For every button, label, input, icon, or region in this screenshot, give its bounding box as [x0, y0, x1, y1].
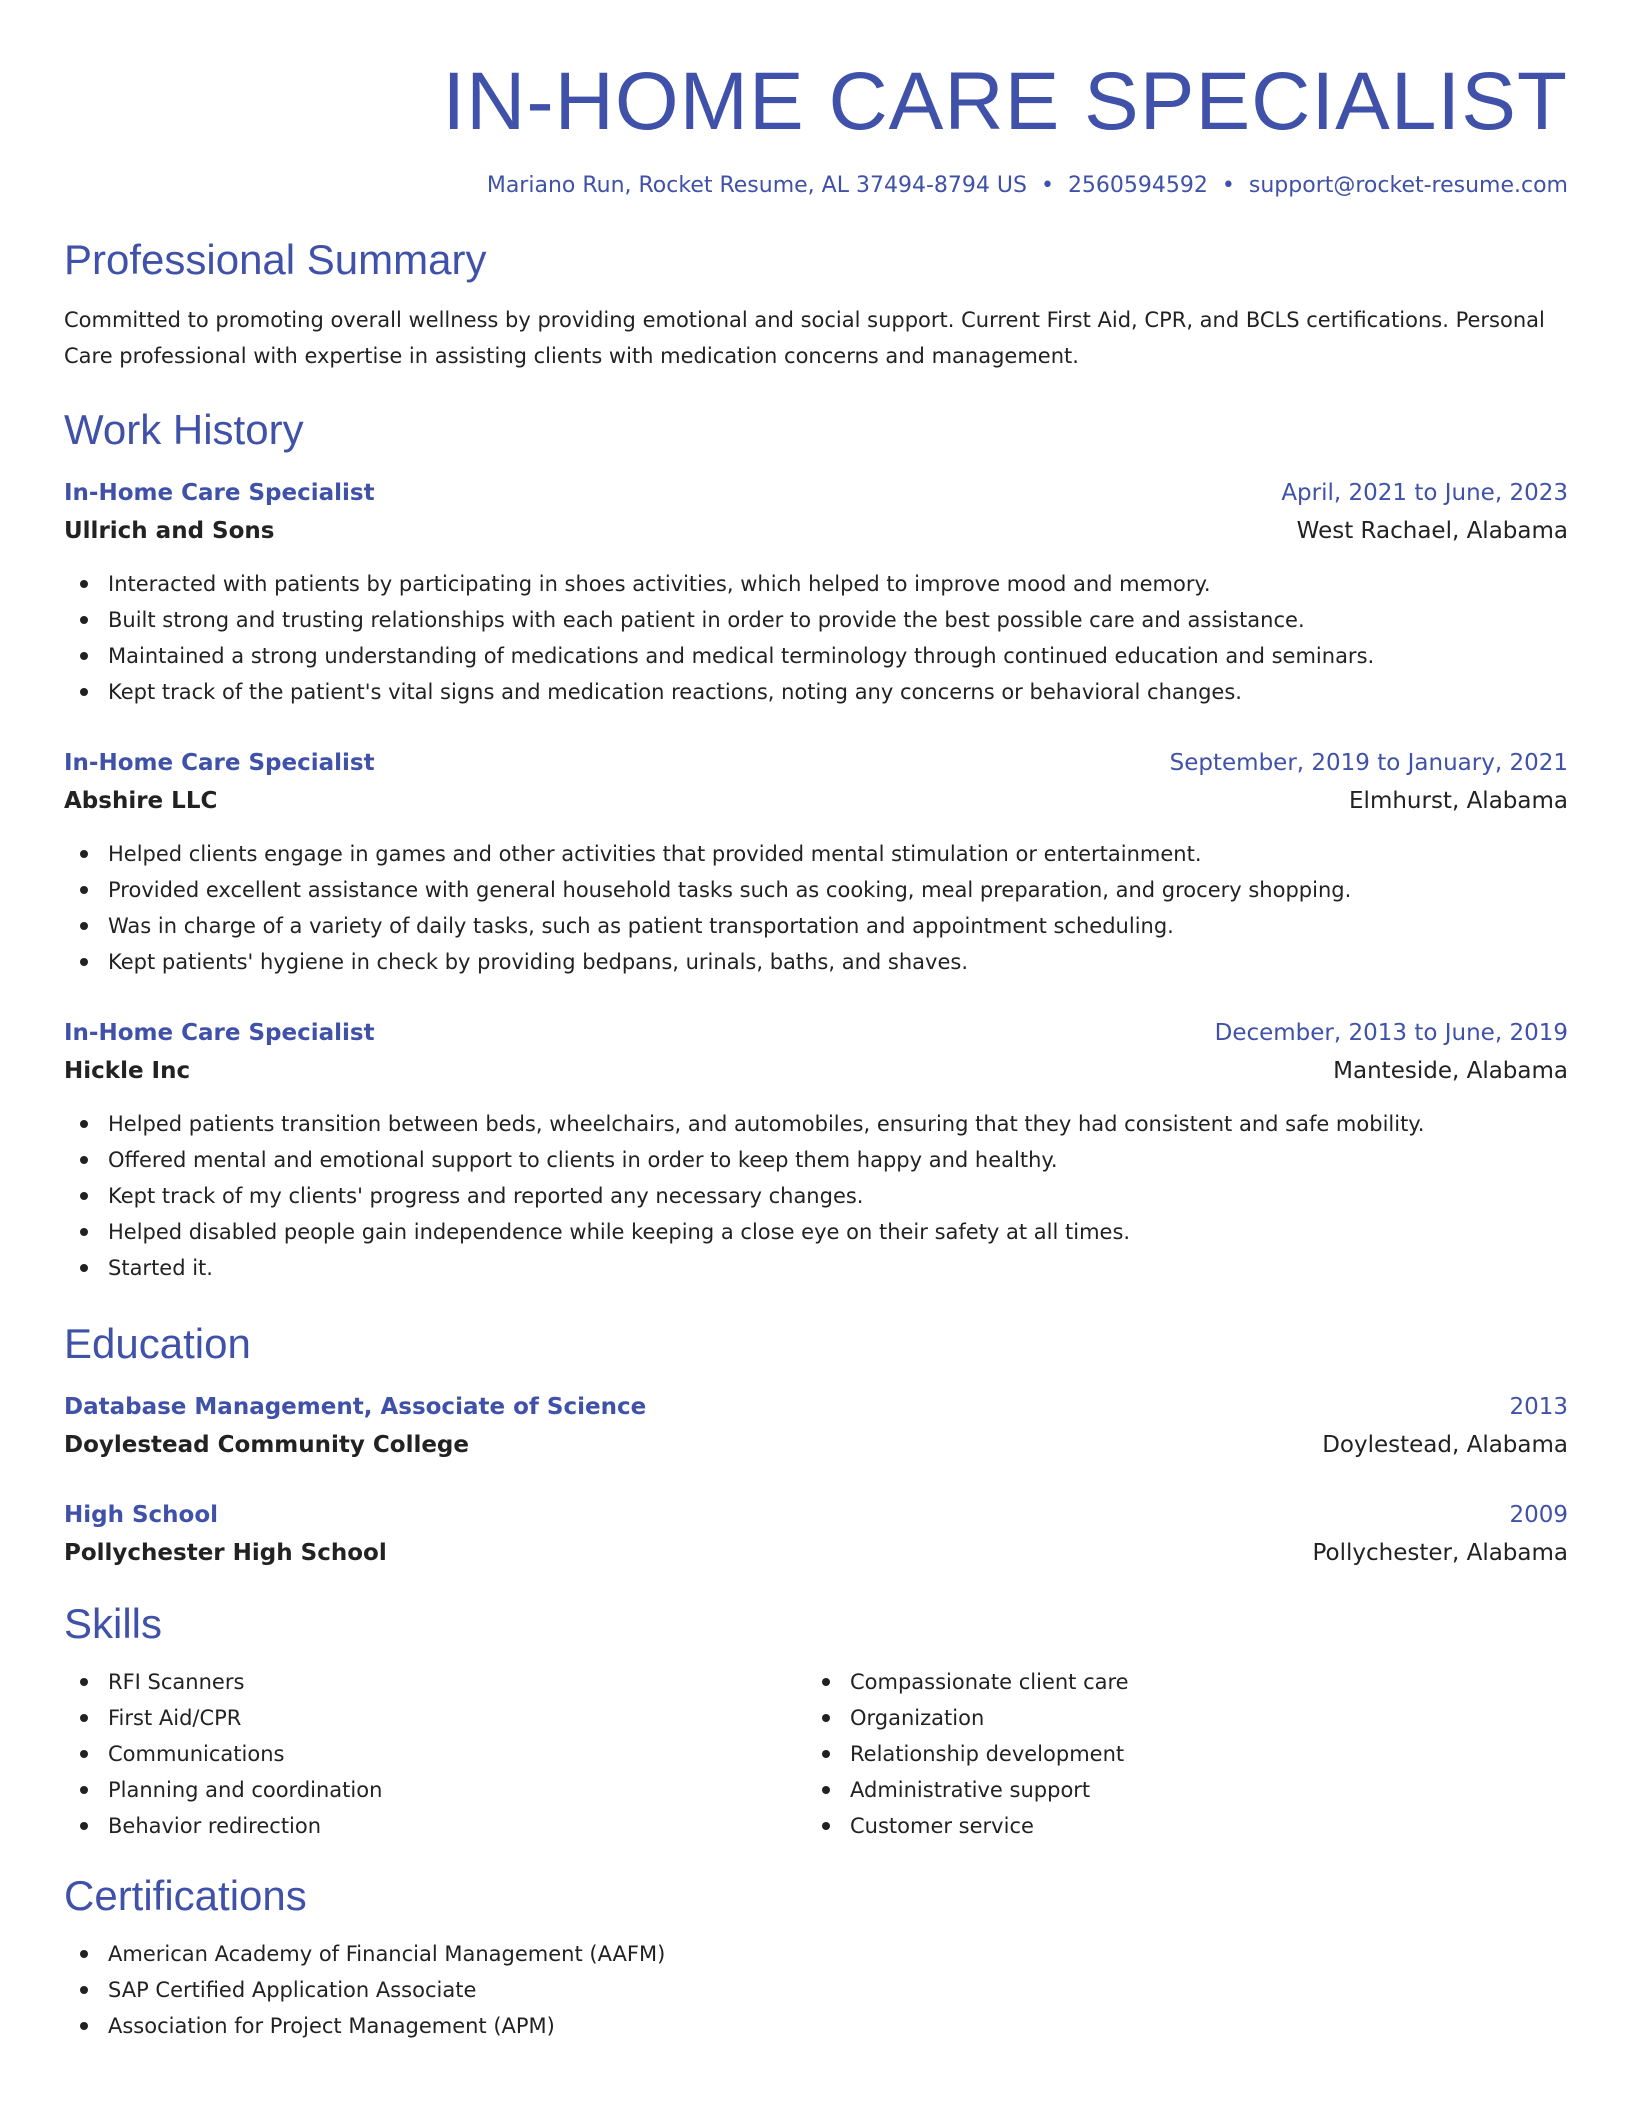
education-year: 2013: [1509, 1394, 1568, 1420]
list-item: Relationship development: [806, 1736, 1548, 1772]
education-location: Doylestead, Alabama: [1322, 1432, 1568, 1458]
list-item: Built strong and trusting relationships with each patient in order to provide the best possible care and assistance.: [64, 602, 1568, 638]
list-item: SAP Certified Application Associate: [64, 1972, 1568, 2008]
list-item: American Academy of Financial Management (AAFM): [64, 1936, 1568, 1972]
skills-list-right: [806, 1664, 1548, 1844]
education-school-row: [64, 1426, 1568, 1464]
list-item: Interacted with patients by participating in shoes activities, which helped to improve mood and memory.: [64, 566, 1568, 602]
education-year: 2009: [1509, 1502, 1568, 1528]
job-dates: December, 2013 to June, 2019: [1214, 1020, 1568, 1046]
list-item: Behavior redirection: [64, 1808, 806, 1844]
summary-text: Committed to promoting overall wellness by providing emotional and social support. Current First Aid, CPR, and BCLS certifications. Personal Care professional with expertise in assisting clients with medication concerns and management.: [64, 308, 1545, 368]
contact-separator: •: [1221, 173, 1235, 198]
certifications-section: [64, 1870, 1568, 2044]
education-school-row: [64, 1534, 1568, 1572]
job-company: Abshire LLC: [64, 788, 218, 814]
job-header-row: [64, 744, 1568, 782]
list-item: Kept track of the patient's vital signs and medication reactions, noting any concerns or behavioral changes.: [64, 674, 1568, 710]
job-company: Ullrich and Sons: [64, 518, 275, 544]
job-company: Hickle Inc: [64, 1058, 191, 1084]
contact-phone: 2560594592: [1067, 173, 1208, 198]
list-item: Planning and coordination: [64, 1772, 806, 1808]
work-history-section: [64, 404, 1568, 1286]
section-title-skills: Skills: [64, 1600, 163, 1647]
job-entry: [64, 744, 1568, 980]
education-degree: High School: [64, 1502, 219, 1528]
job-header-row: [64, 1014, 1568, 1052]
list-item: Kept patients' hygiene in check by providing bedpans, urinals, baths, and shaves.: [64, 944, 1568, 980]
job-bullets: [64, 1106, 1568, 1286]
certifications-list: [64, 1936, 1568, 2044]
job-dates: September, 2019 to January, 2021: [1169, 750, 1568, 776]
job-bullets: [64, 566, 1568, 710]
section-title-work: Work History: [64, 406, 304, 453]
list-item: Organization: [806, 1700, 1548, 1736]
skills-list-left: [64, 1664, 806, 1844]
list-item: Helped clients engage in games and other activities that provided mental stimulation or entertainment.: [64, 836, 1568, 872]
education-header-row: [64, 1388, 1568, 1426]
list-item: Helped patients transition between beds, wheelchairs, and automobiles, ensuring that they had consistent and safe mobility.: [64, 1106, 1568, 1142]
contact-address: Mariano Run, Rocket Resume, AL 37494-8794 US: [486, 173, 1027, 198]
education-degree: Database Management, Associate of Science: [64, 1394, 647, 1420]
job-entry: [64, 474, 1568, 710]
list-item: Was in charge of a variety of daily tasks, such as patient transportation and appointment scheduling.: [64, 908, 1568, 944]
list-item: Kept track of my clients' progress and reported any necessary changes.: [64, 1178, 1568, 1214]
list-item: Administrative support: [806, 1772, 1548, 1808]
education-school: Doylestead Community College: [64, 1432, 469, 1458]
education-school: Pollychester High School: [64, 1540, 387, 1566]
list-item: Customer service: [806, 1808, 1548, 1844]
skills-section: [64, 1598, 1568, 1844]
contact-email[interactable]: support@rocket-resume.com: [1248, 173, 1568, 198]
education-header-row: [64, 1496, 1568, 1534]
list-item: Started it.: [64, 1250, 1568, 1286]
section-title-summary: Professional Summary: [64, 236, 487, 283]
education-entry: [64, 1388, 1568, 1464]
contact-line: [64, 170, 1568, 202]
resume-page: [64, 52, 1568, 2044]
list-item: Association for Project Management (APM): [64, 2008, 1568, 2044]
section-title-education: Education: [64, 1320, 251, 1367]
job-entry: [64, 1014, 1568, 1286]
skills-grid: [64, 1664, 1568, 1844]
list-item: Maintained a strong understanding of medications and medical terminology through continued education and seminars.: [64, 638, 1568, 674]
list-item: Offered mental and emotional support to clients in order to keep them happy and healthy.: [64, 1142, 1568, 1178]
job-bullets: [64, 836, 1568, 980]
job-header-row: [64, 474, 1568, 512]
job-company-row: [64, 1052, 1568, 1090]
job-role: In-Home Care Specialist: [64, 750, 375, 776]
contact-separator: •: [1040, 173, 1054, 198]
job-company-row: [64, 782, 1568, 820]
list-item: Communications: [64, 1736, 806, 1772]
job-company-row: [64, 512, 1568, 550]
list-item: Helped disabled people gain independence while keeping a close eye on their safety at all times.: [64, 1214, 1568, 1250]
job-role: In-Home Care Specialist: [64, 480, 375, 506]
summary-section: [64, 234, 1568, 374]
job-dates: April, 2021 to June, 2023: [1281, 480, 1568, 506]
education-location: Pollychester, Alabama: [1312, 1540, 1568, 1566]
job-location: Elmhurst, Alabama: [1349, 788, 1568, 814]
education-entry: [64, 1496, 1568, 1572]
list-item: Provided excellent assistance with general household tasks such as cooking, meal preparation, and grocery shopping.: [64, 872, 1568, 908]
job-location: West Rachael, Alabama: [1296, 518, 1568, 544]
job-role: In-Home Care Specialist: [64, 1020, 375, 1046]
page-title: IN-HOME CARE SPECIALIST: [442, 56, 1568, 147]
list-item: First Aid/CPR: [64, 1700, 806, 1736]
section-title-certifications: Certifications: [64, 1872, 307, 1919]
list-item: Compassionate client care: [806, 1664, 1548, 1700]
job-location: Manteside, Alabama: [1333, 1058, 1568, 1084]
education-section: [64, 1318, 1568, 1572]
list-item: RFI Scanners: [64, 1664, 806, 1700]
